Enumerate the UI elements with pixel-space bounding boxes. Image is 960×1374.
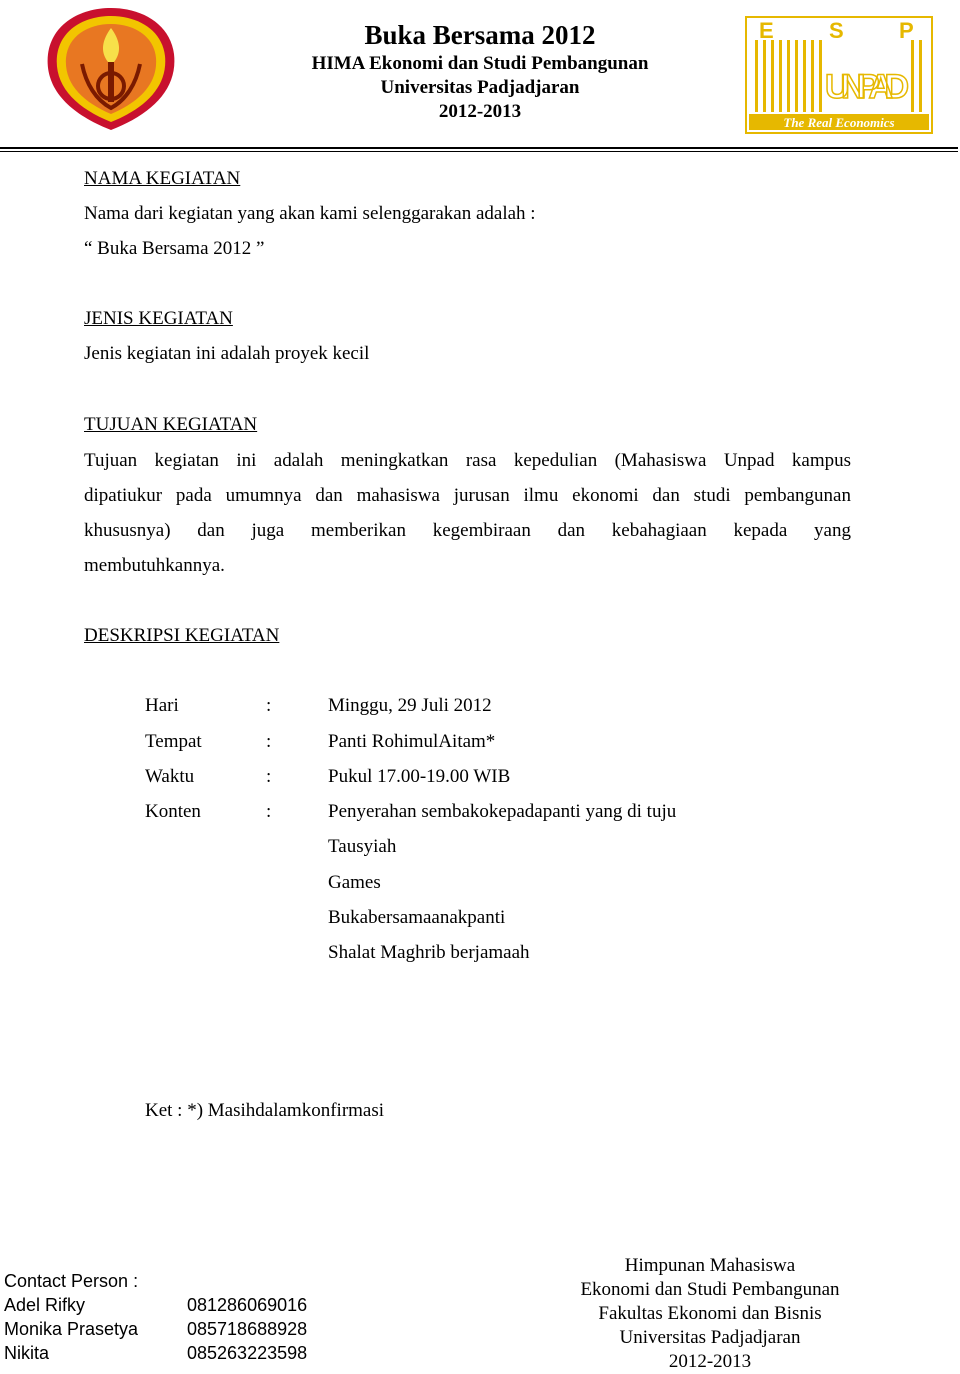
logo-letter-p: P — [899, 18, 914, 43]
tempat-label: Tempat — [145, 731, 202, 752]
konten-label: Konten — [145, 801, 201, 822]
waktu-label: Waktu — [145, 766, 195, 787]
konten-item: Penyerahan sembakokepadapanti yang di tuju — [328, 801, 677, 822]
letterhead-title-block — [270, 18, 690, 124]
logo-word: UNPAD — [825, 68, 909, 106]
nama-value: “ Buka Bersama 2012 ” — [84, 238, 265, 259]
nama-intro: Nama dari kegiatan yang akan kami selenggarakan adalah : — [84, 203, 536, 224]
university-name: Universitas Padjadjaran — [380, 77, 580, 98]
organization-name: HIMA Ekonomi dan Studi Pembangunan — [311, 53, 649, 74]
colon: : — [266, 801, 272, 822]
tujuan-heading: TUJUAN KEGIATAN — [84, 414, 258, 435]
tujuan-line: dipatiukur pada umumnya dan mahasiswa jurusan ilmu ekonomi dan studi pembangunan — [84, 485, 851, 506]
header-rule-thin — [0, 151, 958, 152]
confirmation-note: Ket : *) Masihdalamkonfirmasi — [145, 1100, 385, 1121]
konten-item: Shalat Maghrib berjamaah — [328, 942, 530, 963]
footer-org-line: Fakultas Ekonomi dan Bisnis — [598, 1303, 822, 1324]
unpad-emblem-icon — [42, 4, 180, 134]
contact-phone: 081286069016 — [187, 1295, 308, 1315]
esp-logo-icon — [745, 16, 933, 134]
hari-label: Hari — [145, 695, 179, 716]
footer-org-line: Universitas Padjadjaran — [619, 1327, 801, 1348]
konten-item: Bukabersamaanakpanti — [328, 907, 506, 928]
footer-org-line: Himpunan Mahasiswa — [624, 1255, 796, 1276]
logo-letter-s: S — [829, 18, 844, 43]
footer-org-line: 2012-2013 — [668, 1351, 752, 1372]
deskripsi-heading: DESKRIPSI KEGIATAN — [84, 625, 280, 646]
contact-phone: 085263223598 — [187, 1343, 308, 1363]
contact-heading: Contact Person : — [4, 1271, 139, 1291]
tujuan-paragraph — [84, 443, 851, 583]
header-rule-thick — [0, 147, 958, 149]
konten-item: Games — [328, 872, 381, 893]
tempat-value: Panti RohimulAitam* — [328, 731, 496, 752]
unpad-logo — [42, 4, 180, 134]
logo-letter-e: E — [759, 18, 774, 43]
waktu-value: Pukul 17.00-19.00 WIB — [328, 766, 511, 787]
tujuan-line: Tujuan kegiatan ini adalah meningkatkan rasa kepedulian (Mahasiswa Unpad kampus — [84, 450, 851, 471]
contact-name: Nikita — [4, 1343, 50, 1363]
colon: : — [266, 766, 272, 787]
colon: : — [266, 731, 272, 752]
konten-item: Tausyiah — [328, 836, 397, 857]
contact-phone: 085718688928 — [187, 1319, 308, 1339]
hari-value: Minggu, 29 Juli 2012 — [328, 695, 492, 716]
tujuan-line: membutuhkannya. — [84, 555, 225, 576]
nama-heading: NAMA KEGIATAN — [84, 168, 241, 189]
colon: : — [266, 695, 272, 716]
event-title: Buka Bersama 2012 — [364, 20, 596, 50]
footer-org-line: Ekonomi dan Studi Pembangunan — [580, 1279, 840, 1300]
jenis-text: Jenis kegiatan ini adalah proyek kecil — [84, 343, 370, 364]
esp-unpad-logo — [745, 16, 933, 134]
logo-tagline: The Real Economics — [783, 115, 895, 130]
footer-organization — [560, 1254, 860, 1374]
tujuan-line: khususnya) dan juga memberikan kegembiraan dan kebahagiaan kepada yang — [84, 520, 851, 541]
period: 2012-2013 — [438, 101, 522, 122]
contact-name: Monika Prasetya — [4, 1319, 139, 1339]
jenis-heading: JENIS KEGIATAN — [84, 308, 233, 329]
contact-name: Adel Rifky — [4, 1295, 86, 1315]
